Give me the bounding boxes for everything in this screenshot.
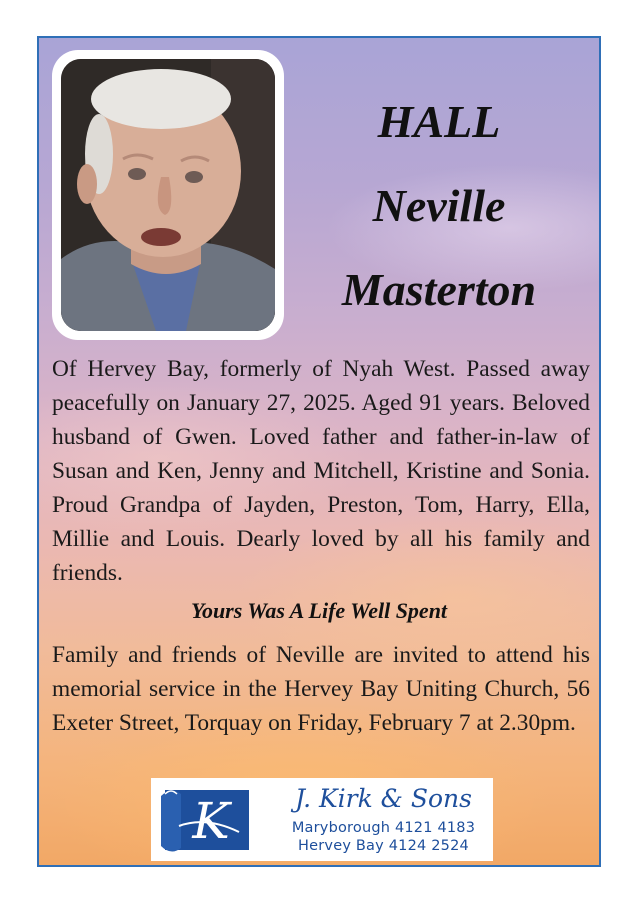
hervey-bay-phone: Hervey Bay 4124 2524 [298,838,469,854]
funeral-notice-card [37,36,601,867]
portrait-frame [52,50,284,340]
logo-letter: K [192,792,230,850]
kirk-monogram-icon [161,786,251,852]
funeral-director-name: J. Kirk & Sons [294,784,472,813]
middle-name: Masterton [341,264,537,315]
surname: HALL [377,96,501,147]
obituary-text: Of Hervey Bay, formerly of Nyah West. Passed away peacefully on January 27, 2025. Aged 91 years. Beloved husband of Gwen. Loved father and father-in-law of Susan and Ken, Jenny and Mitchell, Kristine and Sonia. Proud Grandpa of Jayden, Preston, Tom, Harry, Ella, Millie and Louis. Dearly loved by all his family and friends. [52,356,590,586]
portrait-photo [61,59,275,331]
service-details: Family and friends of Neville are invited to attend his memorial service in the Hervey Bay Uniting Church, 56 Exeter Street, Torquay on Friday, February 7 at 2.30pm. [52,642,590,736]
deceased-name [299,80,579,332]
funeral-director-logo [151,778,493,861]
tagline: Yours Was A Life Well Spent [190,598,448,623]
portrait-illustration [61,59,275,331]
maryborough-phone: Maryborough 4121 4183 [291,820,476,836]
first-name: Neville [372,180,506,231]
